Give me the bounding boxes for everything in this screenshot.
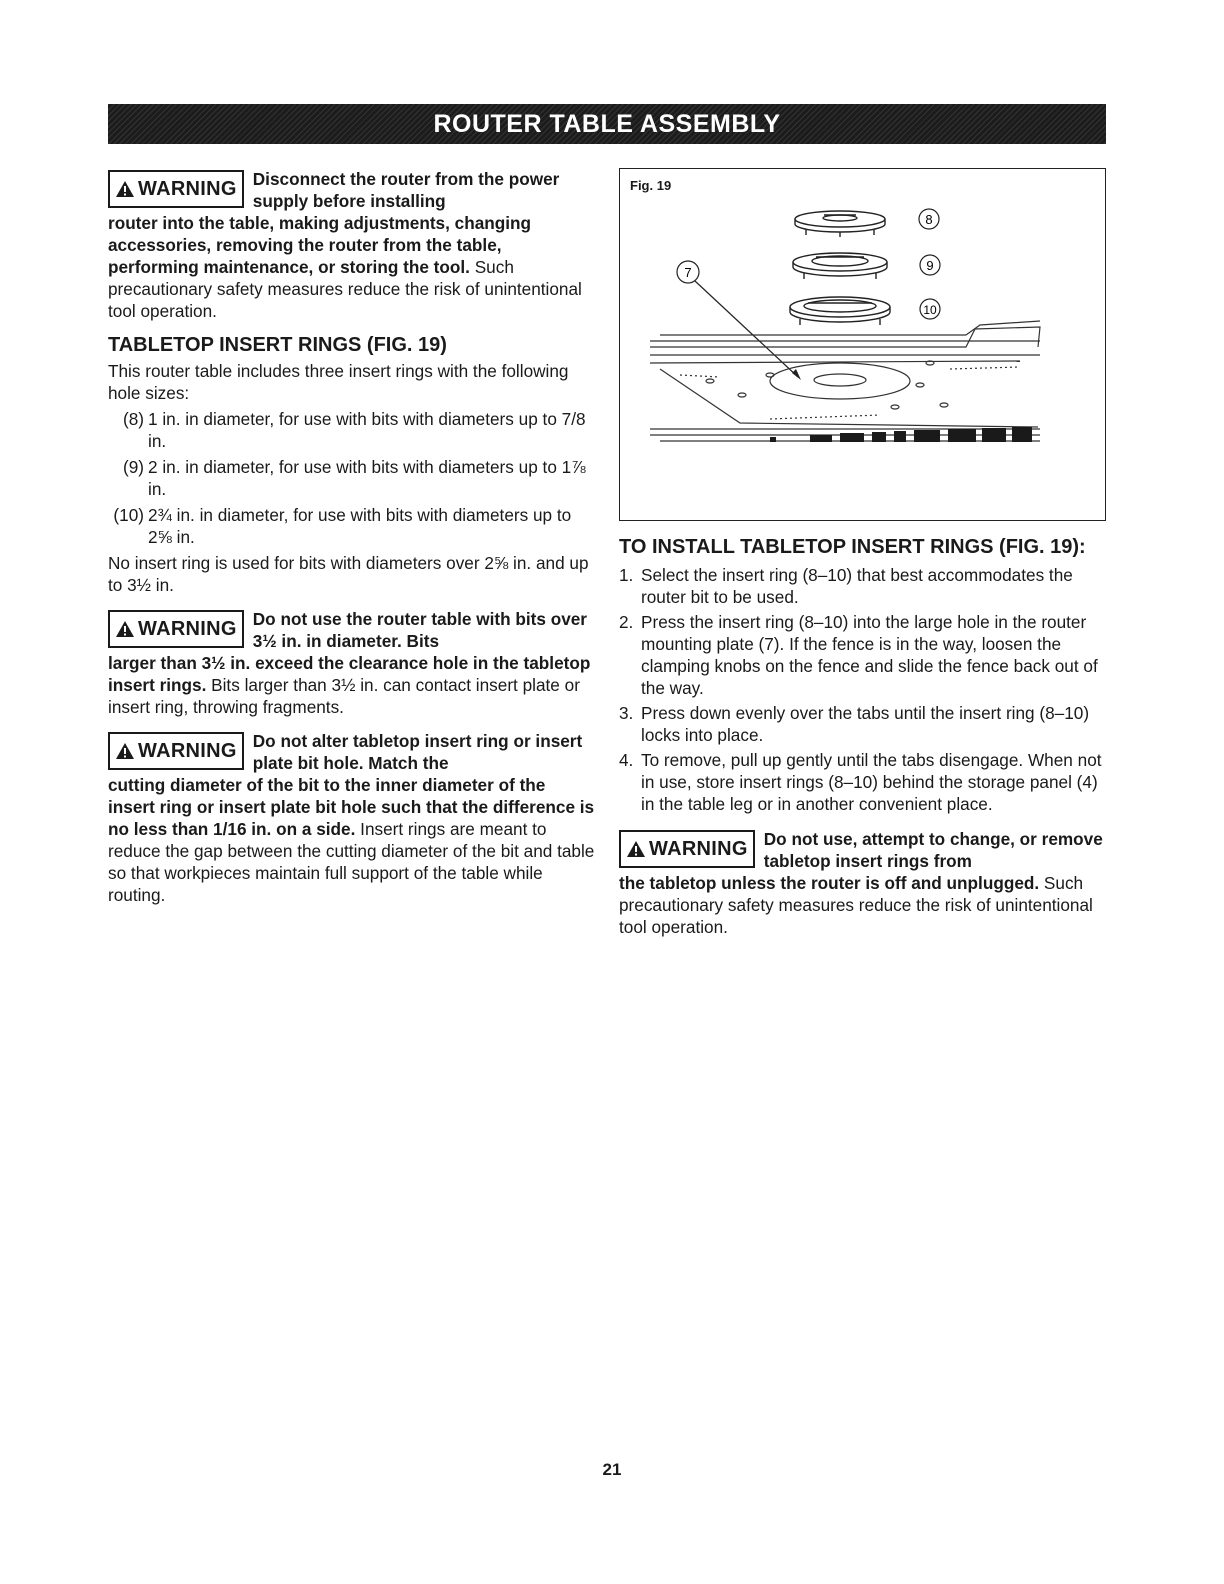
- list-item: [108, 408, 596, 452]
- no-ring-note: No insert ring is used for bits with diameters over 2⅝ in. and up to 3½ in.: [108, 553, 589, 595]
- warning-1-bold: router into the table, making adjustments, changing accessories, removing the router from the table, performing maintenance, or storing the tool.: [108, 213, 532, 277]
- warning-1-normal: Such precautionary safety measures reduce the risk of unintentional tool operation.: [108, 257, 582, 321]
- figure-label: Fig. 19: [630, 178, 672, 193]
- list-item-number: (8): [122, 409, 144, 429]
- warning-block-3: [108, 730, 596, 906]
- callout-10: 10: [923, 303, 937, 317]
- warning-badge: [108, 732, 244, 770]
- warning-block-4: [619, 828, 1106, 938]
- warning-4-bold: the tabletop unless the router is off and unplugged.: [619, 873, 1040, 893]
- warning-triangle-icon: [115, 180, 135, 198]
- list-item: [108, 456, 596, 500]
- list-item-text: Press the insert ring (8–10) into the large hole in the router mounting plate (7). If the fence is in the way, loosen the clamping knobs on the fence and slide the fence back out of the way.: [641, 612, 1098, 698]
- warning-3-head: Do not alter tabletop insert ring or insert plate bit hole. Match the: [252, 731, 583, 773]
- list-item-text: 2 in. in diameter, for use with bits with diameters up to 1⅞ in.: [148, 457, 586, 499]
- insert-ring-8: [795, 211, 885, 237]
- list-item-text: Press down evenly over the tabs until the insert ring (8–10) locks into place.: [641, 703, 1090, 745]
- callout-8: 8: [925, 212, 933, 227]
- right-column: [619, 168, 1106, 938]
- warning-4-head: Do not use, attempt to change, or remove tabletop insert rings from: [763, 829, 1103, 871]
- list-item-number: 3.: [619, 703, 634, 723]
- warning-badge: [108, 610, 244, 648]
- callout-9: 9: [926, 258, 934, 273]
- list-item-number: (9): [122, 457, 144, 477]
- list-item-text: To remove, pull up gently until the tabs disengage. When not in use, store insert rings (8–10) behind the storage panel (4) in the table leg or in another convenient place.: [641, 750, 1102, 814]
- list-item: [619, 611, 1106, 699]
- warning-3-bold: cutting diameter of the bit to the inner diameter of the insert ring or insert plate bit hole such that the difference is no less than 1/16 in. on a side.: [108, 775, 595, 839]
- ring-size-list: [108, 408, 596, 548]
- insert-ring-9: [793, 253, 887, 279]
- install-heading: TO INSTALL TABLETOP INSERT RINGS (FIG. 19):: [619, 536, 1086, 558]
- list-item: [619, 564, 1106, 608]
- list-item-text: 1 in. in diameter, for use with bits with diameters up to 7/8 in.: [148, 409, 586, 451]
- list-item-number: 2.: [619, 612, 634, 632]
- list-item: [619, 702, 1106, 746]
- warning-word: WARNING: [138, 178, 237, 200]
- warning-word: WARNING: [649, 838, 748, 860]
- warning-block-2: [108, 608, 596, 718]
- page-number: 21: [602, 1460, 622, 1479]
- warning-word: WARNING: [138, 618, 237, 640]
- list-item-text: 2¾ in. in diameter, for use with bits with diameters up to 2⅝ in.: [148, 505, 572, 547]
- warning-1-head: Disconnect the router from the power supply before installing: [252, 169, 560, 211]
- callout-7: 7: [684, 265, 692, 280]
- list-item-number: 1.: [619, 565, 634, 585]
- warning-triangle-icon: [626, 840, 646, 858]
- insert-rings-illustration: [620, 169, 1107, 522]
- list-item-number: 4.: [619, 750, 634, 770]
- warning-4-normal: Such precautionary safety measures reduce the risk of unintentional tool operation.: [619, 873, 1093, 937]
- warning-2-head: Do not use the router table with bits over 3½ in. in diameter. Bits: [252, 609, 587, 651]
- warning-block-1: [108, 168, 596, 322]
- warning-word: WARNING: [138, 740, 237, 762]
- list-item-number: (10): [113, 505, 144, 525]
- section-heading-insert-rings: TABLETOP INSERT RINGS (FIG. 19): [108, 334, 447, 356]
- list-item: [619, 749, 1106, 815]
- list-item: [108, 504, 596, 548]
- banner-title: ROUTER TABLE ASSEMBLY: [433, 109, 781, 138]
- warning-2-normal: Bits larger than 3½ in. can contact insert plate or insert ring, throwing fragments.: [108, 675, 580, 717]
- warning-2-bold: larger than 3½ in. exceed the clearance hole in the tabletop insert rings.: [108, 653, 591, 695]
- router-table-top: [650, 321, 1040, 441]
- warning-badge: [108, 170, 244, 208]
- install-steps: [619, 564, 1106, 815]
- list-item-text: Select the insert ring (8–10) that best accommodates the router bit to be used.: [641, 565, 1073, 607]
- insert-rings-intro: This router table includes three insert rings with the following hole sizes:: [108, 361, 569, 403]
- warning-triangle-icon: [115, 742, 135, 760]
- warning-triangle-icon: [115, 620, 135, 638]
- warning-badge: [619, 830, 755, 868]
- warning-3-normal: Insert rings are meant to reduce the gap between the cutting diameter of the bit and table so that workpieces maintain full support of the table while routing.: [108, 819, 595, 905]
- insert-ring-10: [790, 297, 890, 325]
- section-banner: [108, 104, 1106, 144]
- left-column: [108, 168, 596, 906]
- figure-19: [619, 168, 1106, 521]
